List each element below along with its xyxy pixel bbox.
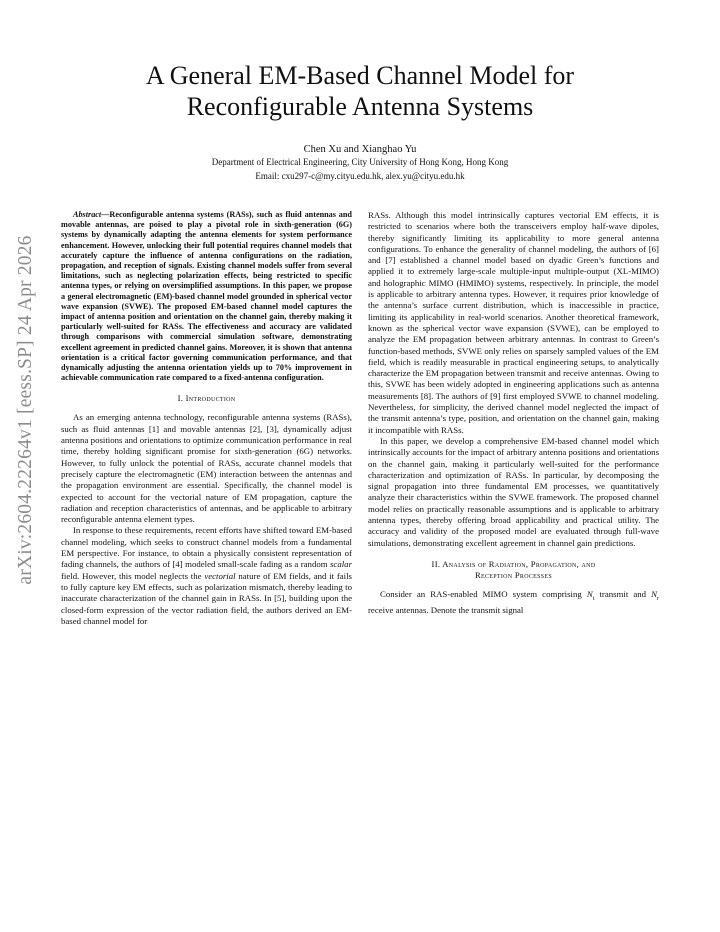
intro-paragraph-2	[61, 525, 352, 627]
symbol-nr: N	[651, 588, 657, 599]
intro-paragraph-3: RASs. Although this model intrinsically captures vectorial EM effects, it is restricted to scenarios where both the transceivers employ half-wave dipoles, thereby significantly limiting its applicability to more general antenna configurations. To enhance the generality of channel modeling, the authors of [6] and [7] established a channel model based on dyadic Green’s functions and applied it to extremely large-scale multiple-input multiple-output (XL-MIMO) and holographic MIMO (HMIMO) systems, respectively. In principle, the model is applicable to arbitrary antenna types. However, it requires prior knowledge of the antenna’s surface current distribution, which is inaccessible in practice, limiting its applicability in real-world scenarios. Another theoretical framework, known as the spherical vector wave expansion (SVWE), can be employed to analyze the EM propagation between arbitrary antennas. In contrast to Green’s function-based methods, SVWE only relies on sparsely sampled values of the EM field, which is readily measurable in practical engineering setups, to analytically characterize the EM propagation between transmit and receive antennas. Owing to this, SVWE has been widely adopted in engineering applications such as antenna measurements [8]. The authors of [9] first employed SVWE to channel modeling. Nevertheless, for simplicity, the derived channel model neglected the impact of the transmit antenna’s type, position, and orientation on the channel gain, making it incompatible with RASs.	[368, 210, 659, 435]
s2-p1-part-b: transmit and	[594, 588, 652, 599]
intro-paragraph-4: In this paper, we develop a comprehensive EM-based channel model which intrinsically accounts for the impact of arbitrary antenna positions and orientations on the channel gain, making it particularly well-suited for the performance characterization and optimization of RASs. In particular, by decomposing the signal propagation into three fundamental EM processes, we quantitatively analyze their characteristics within the SVWE framework. The proposed channel model relies on practically reasonable assumptions and is applicable to arbitrary antenna types, thereby offering broad applicability and practical utility. The accuracy and validity of the proposed model are evaluated through full-wave simulations, demonstrating excellent agreement in channel gain predictions.	[368, 435, 659, 548]
title-line-1: A General EM-Based Channel Model for	[145, 61, 575, 90]
abstract-label: Abstract	[73, 210, 102, 219]
author-list: Chen Xu and Xianghao Yu	[303, 144, 417, 155]
abstract-text: —Reconfigurable antenna systems (RASs), such as fluid antennas and movable antennas, are poised to play a pivotal role in sixth-generation (6G) systems by dynamically adapting the antenna elements for system performance enhancement. However, unlocking their full potential requires channel models that accurately capture the influence of antenna configurations on the radiation, propagation, and reception of signals. Existing channel models suffer from several limitations, such as neglecting polarization effects, being restricted to specific antenna types, or relying on oversimplified assumptions. In this paper, we propose a general electromagnetic (EM)-based channel model grounded in spherical vector wave expansion (SVWE). The proposed EM-based channel model captures the impact of antenna position and orientation on the channel gain, thereby making it particularly well-suited for RASs. The effectiveness and accuracy are validated through comparisons with commercial simulation software, demonstrating excellent agreement in predicted channel gains. Moreover, it is shown that antenna orientation is a critical factor governing communication performance, and that dynamically adjusting the antenna orientation yields up to 70% improvement in achievable communication rate compared to a fixed-antenna configuration.	[61, 210, 352, 383]
arxiv-stamp-text: arXiv:2604.22264v1 [eess.SP] 24 Apr 2026	[15, 235, 36, 585]
abstract	[61, 210, 352, 383]
s2-p1-part-c: receive antennas. Denote the transmit signal	[368, 604, 524, 615]
section-2-heading-line-2: Reception Processes	[474, 569, 553, 580]
symbol-nr-subscript: r	[657, 595, 659, 602]
intro-p2-part-b: field. However, this model neglects the	[61, 570, 205, 581]
intro-paragraph-1: As an emerging antenna technology, reconfigurable antenna systems (RASs), such as fluid antennas [1] and movable antennas [2], [3], dynamically adjust antenna positions and orientations to optimize communication performance in real time, thereby holding significant promise for sixth-generation (6G) networks. However, to fully unlock the potential of RASs, accurate channel models that precisely capture the electromagnetic (EM) interaction between the antennas and the propagation environment are essential. Specifically, the channel model is expected to account for the vectorial nature of EM propagation, capture the radiation and reception characteristics of antennas, and be applicable to arbitrary reconfigurable antenna element types.	[61, 412, 352, 525]
intro-p2-scalar: scalar	[330, 559, 352, 570]
section-2-heading-line-1: II. Analysis of Radiation, Propagation, and	[431, 558, 596, 569]
s2-p1-part-a: Consider an RAS-enabled MIMO system comprising	[380, 588, 587, 599]
right-column	[368, 210, 659, 616]
section-heading-2	[368, 559, 659, 581]
email-line: Email: cxu297-c@my.cityu.edu.hk, alex.yu@cityu.edu.hk	[255, 171, 465, 181]
left-column	[61, 210, 352, 627]
intro-p2-part-a: In response to these requirements, recent efforts have shifted toward EM-based channel modeling, which seeks to construct channel models from a fundamental EM perspective. For instance, to obtain a physically consistent representation of fading channels, the authors of [4] modeled small-scale fading as a random	[61, 525, 352, 570]
intro-p2-part-c: nature of EM fields, and it fails to fully capture key EM effects, such as polarization mismatch, thereby leading to inaccurate characterization of the channel gain in RASs. In [5], building upon the closed-form expression of the vector radiation field, the authors derived an EM-based channel model for	[61, 570, 352, 626]
intro-p2-vectorial: vectorial	[204, 570, 236, 581]
symbol-nt-subscript: t	[592, 595, 595, 602]
title-line-2: Reconfigurable Antenna Systems	[186, 92, 534, 121]
symbol-nt: N	[586, 588, 593, 599]
section-2-paragraph-1	[368, 589, 659, 616]
affiliation: Department of Electrical Engineering, City University of Hong Kong, Hong Kong	[211, 157, 509, 167]
paper-title	[80, 60, 640, 122]
section-heading-introduction: I. Introduction	[177, 393, 236, 404]
arxiv-stamp	[6, 195, 46, 625]
